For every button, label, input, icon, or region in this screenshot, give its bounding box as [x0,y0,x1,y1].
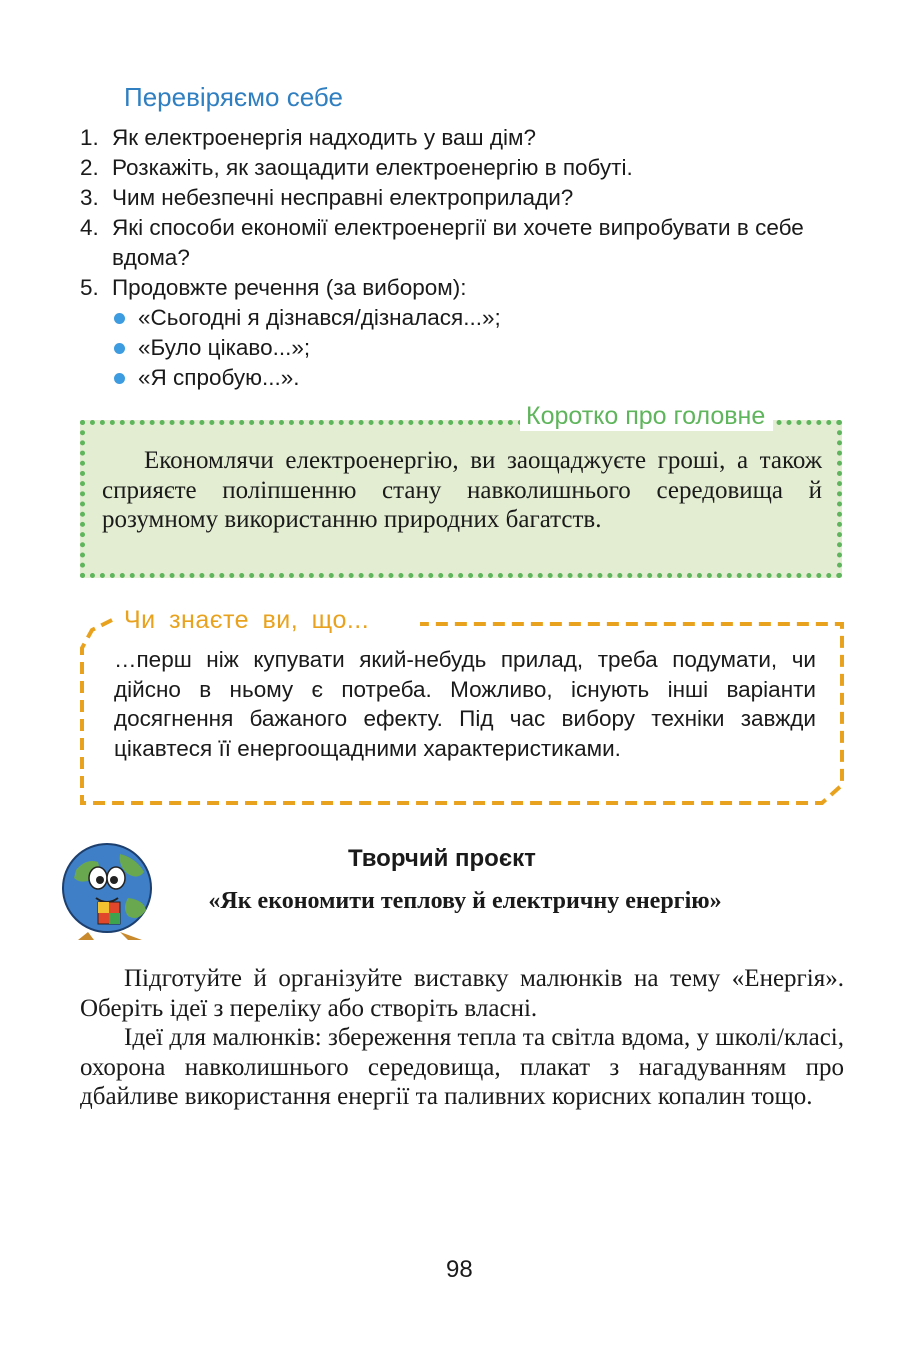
question-text: Як електроенергія надходить у ваш дім? [112,125,536,150]
summary-text-content: Економлячи електроенергію, ви заощаджуєте гроші, а також сприяєте поліпшенню стану навколишнього середовища й розумному використанню природних багатств. [102,447,822,533]
question-text: Які способи економії електроенергії ви хочете випробувати в себе вдома? [112,215,804,270]
project-heading: Творчий проєкт [348,845,536,872]
self-check-title: Перевіряємо себе [124,82,343,112]
bullet-text: «Я спробую...». [138,365,300,390]
question-number: 3. [80,185,99,210]
bullet-text: «Сьогодні я дізнався/дізналася...»; [138,305,501,330]
question-number: 5. [80,275,99,300]
page-number: 98 [446,1256,473,1283]
summary-label: Коротко про головне [520,402,773,431]
globe-mascot-icon [58,840,156,944]
did-you-know-text: …перш ніж купувати який-небудь прилад, треба подумати, чи дійсно в ньому є потреба. Можливо, існують інші варіанти досягнення бажаного ефекту. Під час вибору техніки завжди цікавтеся її енергоощадними характеристиками. [114,647,816,761]
question-text: Продовжте речення (за вибором): [112,275,467,300]
question-number: 1. [80,125,99,150]
question-number: 2. [80,155,99,180]
project-body [80,964,844,1112]
question-text: Чим небезпечні несправні електроприлади? [112,185,574,210]
project-subtitle: «Як економити теплову й електричну енергію» [208,888,722,914]
project-paragraph: Ідеї для малюнків: збереження тепла та світла вдома, у школі/класі, охорона навколишнього середовища, плакат з нагадуванням про дбайливе використання енергії та паливних корисних копалин тощо. [80,1024,844,1110]
bullet-text: «Було цікаво...»; [138,335,311,360]
question-text: Розкажіть, як заощадити електроенергію в побуті. [112,155,633,180]
did-you-know-label: Чи знаєте ви, що... [118,606,375,635]
project-paragraph: Підготуйте й організуйте виставку малюнків на тему «Енергія». Оберіть ідеї з переліку або створіть власні. [80,965,844,1022]
question-number: 4. [80,215,99,240]
